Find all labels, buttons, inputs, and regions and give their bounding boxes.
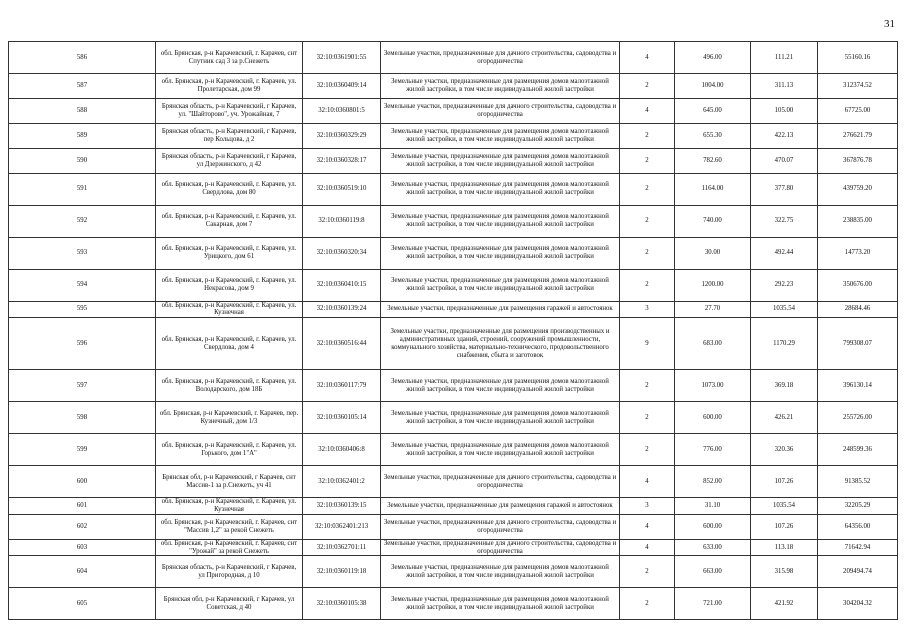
row-number: 586 xyxy=(9,42,156,74)
row-area: 1073.00 xyxy=(675,370,751,402)
row-group: 2 xyxy=(620,148,675,173)
row-rate: 470.07 xyxy=(751,148,818,173)
row-value: 64356.00 xyxy=(818,514,898,539)
row-rate: 105.00 xyxy=(751,98,818,123)
row-cadastral-number: 32:10:0360328:17 xyxy=(303,148,381,173)
row-group: 4 xyxy=(620,539,675,556)
row-address: обл. Брянская, р-н Карачевский, г. Карачев, ул. Свердлова, дом 4 xyxy=(156,318,303,370)
row-cadastral-number: 32:10:0360329:29 xyxy=(303,123,381,148)
table-row xyxy=(9,237,898,269)
row-area: 600.00 xyxy=(675,514,751,539)
row-rate: 426.21 xyxy=(751,402,818,434)
row-number: 597 xyxy=(9,370,156,402)
row-area: 600.00 xyxy=(675,402,751,434)
row-land-use: Земельные участки, предназначенные для размещения домов малоэтажной жилой застройки, в том числе индивидуальной жилой застройки xyxy=(381,402,620,434)
row-rate: 492.44 xyxy=(751,237,818,269)
row-cadastral-number: 32:10:0360519:10 xyxy=(303,173,381,205)
row-value: 276621.79 xyxy=(818,123,898,148)
row-value: 248599.36 xyxy=(818,434,898,466)
row-rate: 311.13 xyxy=(751,74,818,99)
table-row xyxy=(9,588,898,620)
row-address: обл. Брянская, р-н Карачевский, г. Карачев, ул. Пролетарская, дом 99 xyxy=(156,74,303,99)
row-rate: 422.13 xyxy=(751,123,818,148)
row-group: 4 xyxy=(620,466,675,498)
row-land-use: Земельные участки, предназначенные для дачного строительства, садоводства и огородничества xyxy=(381,539,620,556)
row-area: 721.00 xyxy=(675,588,751,620)
row-cadastral-number: 32:10:0362401:213 xyxy=(303,514,381,539)
row-cadastral-number: 32:10:0361901:55 xyxy=(303,42,381,74)
row-value: 255726.00 xyxy=(818,402,898,434)
row-number: 602 xyxy=(9,514,156,539)
row-address: обл. Брянская, р-н Карачевский, г. Карачев, ул. Кузнечная xyxy=(156,498,303,515)
table-row xyxy=(9,301,898,318)
row-value: 350676.00 xyxy=(818,269,898,301)
row-value: 32205.29 xyxy=(818,498,898,515)
row-rate: 107.26 xyxy=(751,466,818,498)
table-row xyxy=(9,269,898,301)
row-address: Брянская область, р-н Карачевский, г Карачев, ул Пригородная, д 10 xyxy=(156,556,303,588)
row-group: 4 xyxy=(620,514,675,539)
row-group: 2 xyxy=(620,269,675,301)
table-row xyxy=(9,98,898,123)
row-area: 776.00 xyxy=(675,434,751,466)
row-number: 605 xyxy=(9,588,156,620)
table-row xyxy=(9,318,898,370)
row-number: 600 xyxy=(9,466,156,498)
table-row xyxy=(9,434,898,466)
row-number: 596 xyxy=(9,318,156,370)
row-value: 238835.00 xyxy=(818,205,898,237)
row-rate: 107.26 xyxy=(751,514,818,539)
row-address: обл. Брянская, р-н Карачевский, г. Карачев, ул. Володарского, дом 18Б xyxy=(156,370,303,402)
row-land-use: Земельные участки, предназначенные для размещения домов малоэтажной жилой застройки, в том числе индивидуальной жилой застройки xyxy=(381,173,620,205)
row-rate: 322.75 xyxy=(751,205,818,237)
row-address: обл. Брянская, р-н Карачевский, г. Карачев, снт "Урожай" за рекой Снежеть xyxy=(156,539,303,556)
row-land-use: Земельные участки, предназначенные для дачного строительства, садоводства и огородничества xyxy=(381,514,620,539)
row-cadastral-number: 32:10:0360410:15 xyxy=(303,269,381,301)
cadastral-value-table xyxy=(8,41,898,620)
table-row xyxy=(9,370,898,402)
row-rate: 369.18 xyxy=(751,370,818,402)
row-address: Брянская область, р-н Карачевский, г Карачев, пер Кольцова, д 2 xyxy=(156,123,303,148)
row-group: 3 xyxy=(620,498,675,515)
row-number: 604 xyxy=(9,556,156,588)
table-row xyxy=(9,148,898,173)
row-land-use: Земельные участки, предназначенные для размещения производственных и административных зданий, строений, сооружений промышленности, коммунального хозяйства, материально-технического, продовольственного снабжения, сбыта и заготовок xyxy=(381,318,620,370)
row-area: 1164.00 xyxy=(675,173,751,205)
row-address: обл. Брянская, р-н Карачевский, г. Карачев, ул. Сакарная, дом 7 xyxy=(156,205,303,237)
row-cadastral-number: 32:10:0360139:15 xyxy=(303,498,381,515)
row-value: 304204.32 xyxy=(818,588,898,620)
row-group: 4 xyxy=(620,42,675,74)
row-cadastral-number: 32:10:0360139:24 xyxy=(303,301,381,318)
row-cadastral-number: 32:10:0362701:11 xyxy=(303,539,381,556)
row-address: Брянская обл, р-н Карачевский, г Карачев, снт Массив-1 за р.Снежеть, уч 41 xyxy=(156,466,303,498)
table-row xyxy=(9,173,898,205)
row-area: 683.00 xyxy=(675,318,751,370)
row-area: 496.00 xyxy=(675,42,751,74)
row-area: 1200.00 xyxy=(675,269,751,301)
row-land-use: Земельные участки, предназначенные для размещения домов малоэтажной жилой застройки, в том числе индивидуальной жилой застройки xyxy=(381,123,620,148)
row-cadastral-number: 32:10:0360409:14 xyxy=(303,74,381,99)
row-address: Брянская обл, р-н Карачевский, г Карачев, ул Советская, д 40 xyxy=(156,588,303,620)
row-area: 1004.00 xyxy=(675,74,751,99)
row-rate: 292.23 xyxy=(751,269,818,301)
row-group: 2 xyxy=(620,237,675,269)
row-cadastral-number: 32:10:0360105:14 xyxy=(303,402,381,434)
table-row xyxy=(9,539,898,556)
row-number: 589 xyxy=(9,123,156,148)
table-row xyxy=(9,402,898,434)
row-group: 2 xyxy=(620,588,675,620)
row-address: обл. Брянская, р-н Карачевский, г. Карачев, пер. Кузнечный, дом 1/3 xyxy=(156,402,303,434)
page-number: 31 xyxy=(884,18,895,30)
row-cadastral-number: 32:10:0360117:79 xyxy=(303,370,381,402)
row-group: 9 xyxy=(620,318,675,370)
row-value: 312374.52 xyxy=(818,74,898,99)
row-land-use: Земельные участки, предназначенные для дачного строительства, садоводства и огородничества xyxy=(381,98,620,123)
row-rate: 1035.54 xyxy=(751,301,818,318)
row-land-use: Земельные участки, предназначенные для размещения домов малоэтажной жилой застройки, в том числе индивидуальной жилой застройки xyxy=(381,74,620,99)
row-land-use: Земельные участки, предназначенные для размещения домов малоэтажной жилой застройки, в том числе индивидуальной жилой застройки xyxy=(381,556,620,588)
row-number: 598 xyxy=(9,402,156,434)
row-group: 3 xyxy=(620,301,675,318)
row-land-use: Земельные участки, предназначенные для дачного строительства, садоводства и огородничества xyxy=(381,466,620,498)
row-cadastral-number: 32:10:0362401:2 xyxy=(303,466,381,498)
row-value: 209494.74 xyxy=(818,556,898,588)
row-cadastral-number: 32:10:0360320:34 xyxy=(303,237,381,269)
row-value: 28684.46 xyxy=(818,301,898,318)
row-land-use: Земельные участки, предназначенные для размещения домов малоэтажной жилой застройки, в том числе индивидуальной жилой застройки xyxy=(381,434,620,466)
row-address: обл. Брянская, р-н Карачевский, г. Карачев, ул. Некрасова, дом 9 xyxy=(156,269,303,301)
table-row xyxy=(9,514,898,539)
row-cadastral-number: 32:10:0360406:8 xyxy=(303,434,381,466)
row-value: 439759.20 xyxy=(818,173,898,205)
row-cadastral-number: 32:10:0360119:8 xyxy=(303,205,381,237)
row-address: обл. Брянская, р-н Карачевский, г. Карачев, ул. Свердлова, дом 80 xyxy=(156,173,303,205)
row-address: обл. Брянская, р-н Карачевский, г. Карачев, ул. Кузнечная xyxy=(156,301,303,318)
row-number: 599 xyxy=(9,434,156,466)
row-rate: 320.36 xyxy=(751,434,818,466)
row-rate: 1170.29 xyxy=(751,318,818,370)
row-area: 852.00 xyxy=(675,466,751,498)
row-area: 782.60 xyxy=(675,148,751,173)
row-land-use: Земельные участки, предназначенные для размещения домов малоэтажной жилой застройки, в том числе индивидуальной жилой застройки xyxy=(381,237,620,269)
row-land-use: Земельные участки, предназначенные для дачного строительства, садоводства и огородничества xyxy=(381,42,620,74)
row-land-use: Земельные участки, предназначенные для размещения домов малоэтажной жилой застройки, в том числе индивидуальной жилой застройки xyxy=(381,269,620,301)
row-group: 2 xyxy=(620,173,675,205)
row-area: 31.10 xyxy=(675,498,751,515)
row-number: 594 xyxy=(9,269,156,301)
table-row xyxy=(9,123,898,148)
table-row xyxy=(9,466,898,498)
row-area: 655.30 xyxy=(675,123,751,148)
row-group: 4 xyxy=(620,98,675,123)
row-value: 91385.52 xyxy=(818,466,898,498)
row-land-use: Земельные участки, предназначенные для размещения домов малоэтажной жилой застройки, в том числе индивидуальной жилой застройки xyxy=(381,370,620,402)
row-area: 645.00 xyxy=(675,98,751,123)
row-group: 2 xyxy=(620,123,675,148)
row-group: 2 xyxy=(620,205,675,237)
row-address: Брянская область, р-н Карачевский, г Карачев, ул. "Шайторово", уч. Урожайная, 7 xyxy=(156,98,303,123)
row-rate: 421.92 xyxy=(751,588,818,620)
row-address: обл. Брянская, р-н Карачевский, г. Карачев, ул. Горького, дом 1"А" xyxy=(156,434,303,466)
table-row xyxy=(9,74,898,99)
row-number: 588 xyxy=(9,98,156,123)
row-number: 590 xyxy=(9,148,156,173)
row-number: 603 xyxy=(9,539,156,556)
row-cadastral-number: 32:10:0360516:44 xyxy=(303,318,381,370)
row-cadastral-number: 32:10:0360105:38 xyxy=(303,588,381,620)
row-rate: 113.18 xyxy=(751,539,818,556)
row-land-use: Земельные участки, предназначенные для размещения домов малоэтажной жилой застройки, в том числе индивидуальной жилой застройки xyxy=(381,205,620,237)
row-value: 799308.07 xyxy=(818,318,898,370)
row-number: 592 xyxy=(9,205,156,237)
row-rate: 377.80 xyxy=(751,173,818,205)
row-cadastral-number: 32:10:0360801:5 xyxy=(303,98,381,123)
row-rate: 315.98 xyxy=(751,556,818,588)
row-value: 55160.16 xyxy=(818,42,898,74)
row-land-use: Земельные участки, предназначенные для размещения гаражей и автостоянок xyxy=(381,301,620,318)
row-value: 14773.20 xyxy=(818,237,898,269)
row-area: 740.00 xyxy=(675,205,751,237)
row-address: обл. Брянская, р-н Карачевский, г. Карачев, снт "Массив 1,2" за рекой Снежеть xyxy=(156,514,303,539)
row-group: 2 xyxy=(620,434,675,466)
row-number: 593 xyxy=(9,237,156,269)
row-group: 2 xyxy=(620,556,675,588)
row-cadastral-number: 32:10:0360119:18 xyxy=(303,556,381,588)
row-value: 71642.94 xyxy=(818,539,898,556)
row-group: 2 xyxy=(620,402,675,434)
row-land-use: Земельные участки, предназначенные для размещения домов малоэтажной жилой застройки, в том числе индивидуальной жилой застройки xyxy=(381,148,620,173)
row-area: 633.00 xyxy=(675,539,751,556)
row-land-use: Земельные участки, предназначенные для размещения гаражей и автостоянок xyxy=(381,498,620,515)
table-row xyxy=(9,205,898,237)
row-area: 663.00 xyxy=(675,556,751,588)
row-area: 30.00 xyxy=(675,237,751,269)
row-land-use: Земельные участки, предназначенные для размещения домов малоэтажной жилой застройки, в том числе индивидуальной жилой застройки xyxy=(381,588,620,620)
row-number: 601 xyxy=(9,498,156,515)
row-group: 2 xyxy=(620,74,675,99)
row-address: обл. Брянская, р-н Карачевский, г. Карачев, ул. Урицкого, дом 61 xyxy=(156,237,303,269)
row-rate: 111.21 xyxy=(751,42,818,74)
row-address: обл. Брянская, р-н Карачевский, г. Карачев, снт Спутник сад 3 за р.Снежеть xyxy=(156,42,303,74)
table-row xyxy=(9,498,898,515)
row-group: 2 xyxy=(620,370,675,402)
row-value: 67725.00 xyxy=(818,98,898,123)
row-address: Брянская область, р-н Карачевский, г Карачев, ул Дзержинского, д 42 xyxy=(156,148,303,173)
table-row xyxy=(9,556,898,588)
row-value: 367876.78 xyxy=(818,148,898,173)
row-value: 396130.14 xyxy=(818,370,898,402)
row-area: 27.70 xyxy=(675,301,751,318)
row-number: 591 xyxy=(9,173,156,205)
table-row xyxy=(9,42,898,74)
row-number: 595 xyxy=(9,301,156,318)
row-rate: 1035.54 xyxy=(751,498,818,515)
row-number: 587 xyxy=(9,74,156,99)
